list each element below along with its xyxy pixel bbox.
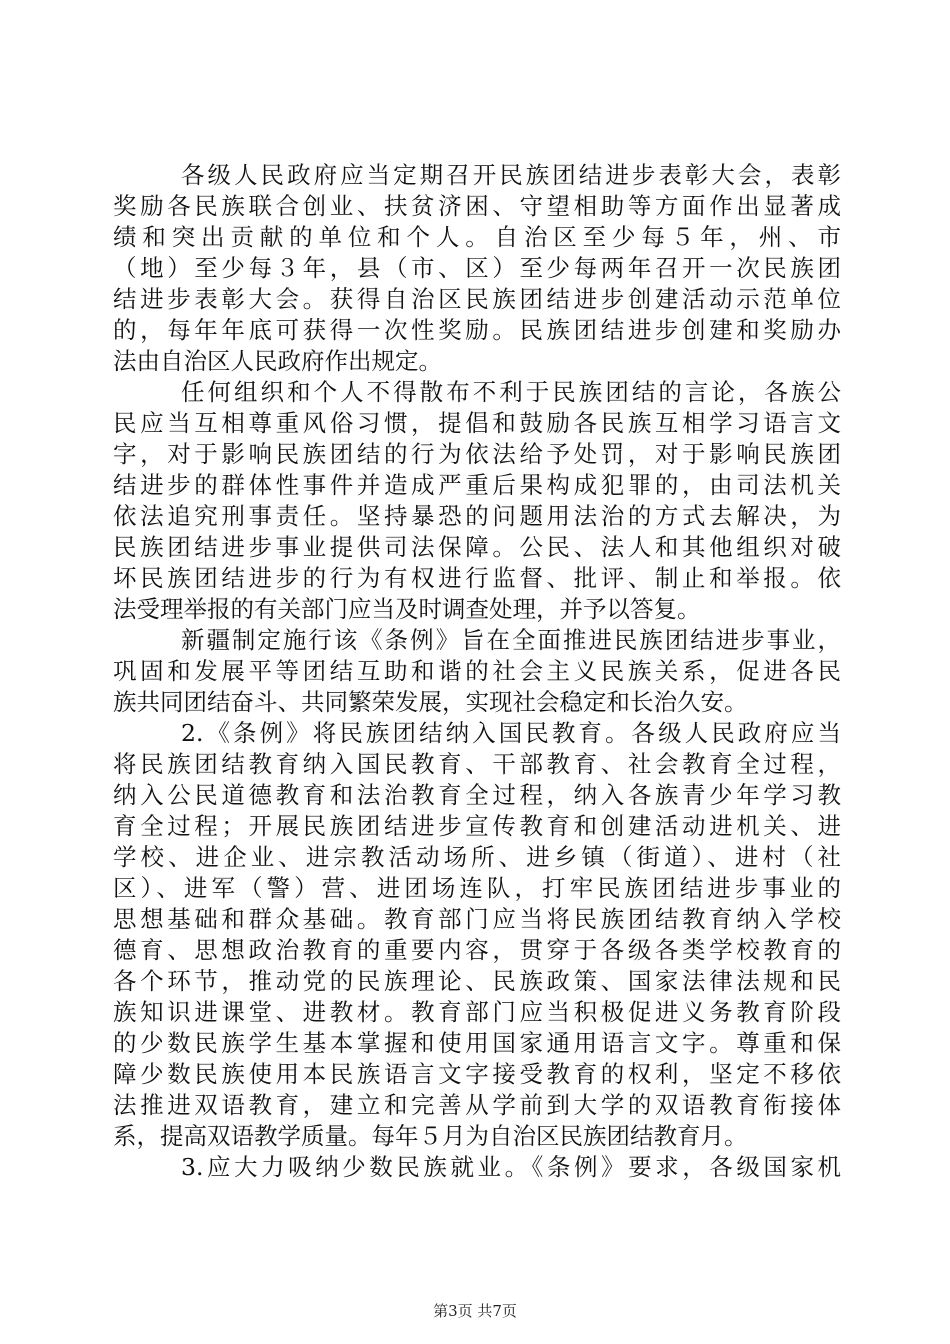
page-footer: 第3页 共7页: [433, 1302, 517, 1320]
text-line: 族共同团结奋斗、共同繁荣发展，实现社会稳定和长治久安。: [113, 688, 748, 716]
text-line: 各个环节，推动党的民族理论、民族政策、国家法律法规和民: [113, 967, 841, 995]
text-line: 学校、进企业、进宗教活动场所、进乡镇（街道）、进村（社: [113, 843, 841, 871]
text-line: 坏民族团结进步的行为有权进行监督、批评、制止和举报。依: [113, 564, 841, 592]
text-line: 2.《条例》将民族团结纳入国民教育。各级人民政府应当: [181, 719, 841, 747]
text-line: 纳入公民道德教育和法治教育全过程，纳入各族青少年学习教: [113, 781, 841, 809]
text-line: 法受理举报的有关部门应当及时调查处理，并予以答复。: [113, 595, 701, 623]
text-line: 3.应大力吸纳少数民族就业。《条例》要求，各级国家机: [181, 1153, 841, 1181]
text-line: 将民族团结教育纳入国民教育、干部教育、社会教育全过程，: [113, 750, 841, 778]
text-line: 思想基础和群众基础。教育部门应当将民族团结教育纳入学校: [113, 905, 841, 933]
text-line: 各级人民政府应当定期召开民族团结进步表彰大会，表彰: [181, 161, 841, 189]
text-line: 结进步的群体性事件并造成严重后果构成犯罪的，由司法机关: [113, 471, 841, 499]
text-line: 巩固和发展平等团结互助和谐的社会主义民族关系，促进各民: [113, 657, 841, 685]
text-line: 民应当互相尊重风俗习惯，提倡和鼓励各民族互相学习语言文: [113, 409, 841, 437]
text-line: 结进步表彰大会。获得自治区民族团结进步创建活动示范单位: [113, 285, 841, 313]
text-line: 障少数民族使用本民族语言文字接受教育的权利，坚定不移依: [113, 1060, 841, 1088]
text-line: 任何组织和个人不得散布不利于民族团结的言论，各族公: [181, 378, 841, 406]
text-line: 新疆制定施行该《条例》旨在全面推进民族团结进步事业，: [181, 626, 841, 654]
text-line: 法推进双语教育，建立和完善从学前到大学的双语教育衔接体: [113, 1091, 841, 1119]
document-body: [113, 160, 841, 1183]
text-line: 民族团结进步事业提供司法保障。公民、法人和其他组织对破: [113, 533, 841, 561]
text-line: 德育、思想政治教育的重要内容，贯穿于各级各类学校教育的: [113, 936, 841, 964]
text-line: 字，对于影响民族团结的行为依法给予处罚，对于影响民族团: [113, 440, 841, 468]
text-line: 奖励各民族联合创业、扶贫济困、守望相助等方面作出显著成: [113, 192, 841, 220]
text-line: 的少数民族学生基本掌握和使用国家通用语言文字。尊重和保: [113, 1029, 841, 1057]
text-line: 育全过程；开展民族团结进步宣传教育和创建活动进机关、进: [113, 812, 841, 840]
text-line: 区）、进军（警）营、进团场连队，打牢民族团结进步事业的: [113, 874, 841, 902]
text-line: 系，提高双语教学质量。每年５月为自治区民族团结教育月。: [113, 1122, 748, 1150]
text-line: 的，每年年底可获得一次性奖励。民族团结进步创建和奖励办: [113, 316, 841, 344]
text-line: 依法追究刑事责任。坚持暴恐的问题用法治的方式去解决，为: [113, 502, 841, 530]
text-line: 族知识进课堂、进教材。教育部门应当积极促进义务教育阶段: [113, 998, 841, 1026]
text-line: （地）至少每３年，县（市、区）至少每两年召开一次民族团: [113, 254, 841, 282]
text-line: 法由自治区人民政府作出规定。: [113, 347, 442, 375]
text-line: 绩和突出贡献的单位和个人。自治区至少每５年，州、市: [113, 223, 841, 251]
